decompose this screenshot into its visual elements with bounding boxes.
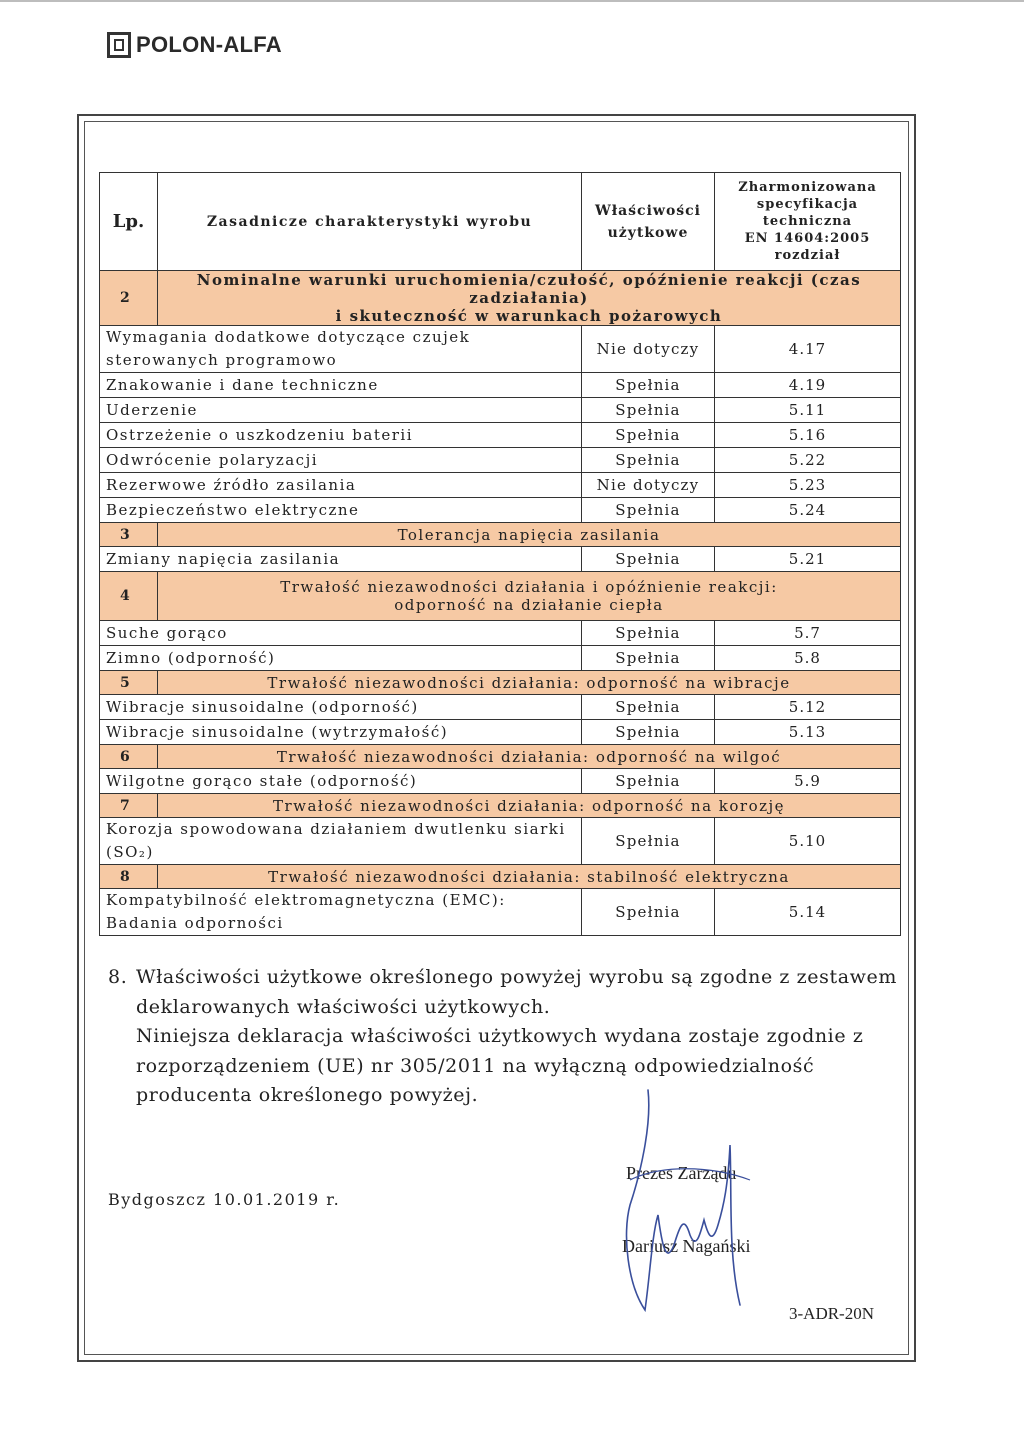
declaration-line: producenta określonego powyżej.	[136, 1084, 479, 1106]
section-title: Trwałość niezawodności działania: stabilność elektryczna	[158, 865, 901, 889]
characteristic-cell: Suche gorąco	[100, 621, 582, 646]
property-cell: Spełnia	[582, 695, 715, 720]
spec-cell: 5.23	[715, 473, 901, 498]
property-cell: Spełnia	[582, 498, 715, 523]
property-cell: Nie dotyczy	[582, 473, 715, 498]
section-title: Tolerancja napięcia zasilania	[158, 523, 901, 547]
property-cell: Spełnia	[582, 398, 715, 423]
property-cell: Spełnia	[582, 818, 715, 865]
section-number: 5	[100, 671, 158, 695]
property-cell: Spełnia	[582, 769, 715, 794]
table-row	[100, 448, 901, 473]
section-row	[100, 572, 901, 621]
section-row	[100, 745, 901, 769]
col-spec: Zharmonizowana specyfikacja techniczna EN 14604:2005 rozdział	[715, 173, 901, 271]
property-cell: Spełnia	[582, 423, 715, 448]
property-cell: Spełnia	[582, 373, 715, 398]
document-id: 3-ADR-20N	[789, 1304, 874, 1323]
section-title: Trwałość niezawodności działania i opóźnienie reakcji: odporność na działanie ciepła	[158, 572, 901, 621]
table-body	[100, 271, 901, 936]
declaration-number: 8.	[108, 966, 128, 988]
spec-cell: 5.22	[715, 448, 901, 473]
table-row	[100, 769, 901, 794]
section-row	[100, 523, 901, 547]
section-number: 8	[100, 865, 158, 889]
spec-cell: 5.13	[715, 720, 901, 745]
section-row	[100, 271, 901, 326]
section-number: 7	[100, 794, 158, 818]
table-row	[100, 818, 901, 865]
property-cell: Spełnia	[582, 646, 715, 671]
table-row	[100, 423, 901, 448]
characteristic-cell: Rezerwowe źródło zasilania	[100, 473, 582, 498]
spec-cell: 5.9	[715, 769, 901, 794]
table-row	[100, 373, 901, 398]
spec-cell: 5.11	[715, 398, 901, 423]
company-logo	[107, 32, 282, 58]
declaration-line: rozporządzeniem (UE) nr 305/2011 na wyłączną odpowiedzialność	[136, 1054, 815, 1077]
table-row	[100, 547, 901, 572]
characteristic-cell: Odwrócenie polaryzacji	[100, 448, 582, 473]
table-row	[100, 473, 901, 498]
declaration-line: Niniejsza deklaracja właściwości użytkowych wydana zostaje zgodnie z	[136, 1025, 864, 1047]
signer-role: Prezes Zarządu	[626, 1163, 737, 1183]
declaration-line: deklarowanych właściwości użytkowych.	[136, 995, 551, 1018]
table-row	[100, 720, 901, 745]
table-row	[100, 498, 901, 523]
characteristic-cell: Znakowanie i dane techniczne	[100, 373, 582, 398]
declaration-line: Właściwości użytkowe określonego powyżej wyrobu są zgodne z zestawem	[136, 966, 897, 988]
signer-name: Dariusz Nagański	[622, 1236, 751, 1256]
section-title: Trwałość niezawodności działania: odporność na wibracje	[158, 671, 901, 695]
characteristic-cell: Wilgotne gorąco stałe (odporność)	[100, 769, 582, 794]
table-row	[100, 646, 901, 671]
spec-cell: 5.8	[715, 646, 901, 671]
characteristic-cell: Bezpieczeństwo elektryczne	[100, 498, 582, 523]
logo-icon	[107, 32, 131, 58]
property-cell: Spełnia	[582, 448, 715, 473]
section-title: Nominalne warunki uruchomienia/czułość, opóźnienie reakcji (czas zadziałania) i skuteczność w warunkach pożarowych	[158, 271, 901, 326]
characteristic-cell: Ostrzeżenie o uszkodzeniu baterii	[100, 423, 582, 448]
table-row	[100, 398, 901, 423]
characteristic-cell: Zmiany napięcia zasilania	[100, 547, 582, 572]
section-number: 3	[100, 523, 158, 547]
section-row	[100, 865, 901, 889]
spec-cell: 4.17	[715, 326, 901, 373]
property-cell: Spełnia	[582, 621, 715, 646]
characteristic-cell: Zimno (odporność)	[100, 646, 582, 671]
property-cell: Spełnia	[582, 720, 715, 745]
spec-cell: 5.14	[715, 889, 901, 936]
characteristic-cell: Kompatybilność elektromagnetyczna (EMC): Badania odporności	[100, 889, 582, 936]
place-and-date: Bydgoszcz 10.01.2019 r.	[108, 1190, 341, 1209]
section-number: 2	[100, 271, 158, 326]
property-cell: Nie dotyczy	[582, 326, 715, 373]
section-row	[100, 794, 901, 818]
spec-cell: 4.19	[715, 373, 901, 398]
table-row	[100, 889, 901, 936]
characteristic-cell: Wibracje sinusoidalne (wytrzymałość)	[100, 720, 582, 745]
spec-cell: 5.21	[715, 547, 901, 572]
table-row	[100, 695, 901, 720]
col-characteristics: Zasadnicze charakterystyki wyrobu	[158, 173, 582, 271]
section-title: Trwałość niezawodności działania: odporność na korozję	[158, 794, 901, 818]
table-header-row	[100, 173, 901, 271]
logo-text: POLON-ALFA	[136, 32, 282, 57]
col-lp: Lp.	[100, 173, 158, 271]
characteristic-cell: Wymagania dodatkowe dotyczące czujek sterowanych programowo	[100, 326, 582, 373]
section-row	[100, 671, 901, 695]
spec-cell: 5.24	[715, 498, 901, 523]
section-number: 4	[100, 572, 158, 621]
section-number: 6	[100, 745, 158, 769]
table-row	[100, 621, 901, 646]
property-cell: Spełnia	[582, 547, 715, 572]
spec-cell: 5.10	[715, 818, 901, 865]
characteristic-cell: Korozja spowodowana działaniem dwutlenku siarki (SO₂)	[100, 818, 582, 865]
section-title: Trwałość niezawodności działania: odporność na wilgoć	[158, 745, 901, 769]
spec-cell: 5.7	[715, 621, 901, 646]
table-row	[100, 326, 901, 373]
property-cell: Spełnia	[582, 889, 715, 936]
characteristic-cell: Uderzenie	[100, 398, 582, 423]
page-top-rule	[0, 0, 1024, 2]
spec-cell: 5.12	[715, 695, 901, 720]
handwritten-signature	[600, 1085, 800, 1325]
spec-cell: 5.16	[715, 423, 901, 448]
specification-table	[99, 172, 901, 936]
characteristic-cell: Wibracje sinusoidalne (odporność)	[100, 695, 582, 720]
col-properties: Właściwości użytkowe	[582, 173, 715, 271]
